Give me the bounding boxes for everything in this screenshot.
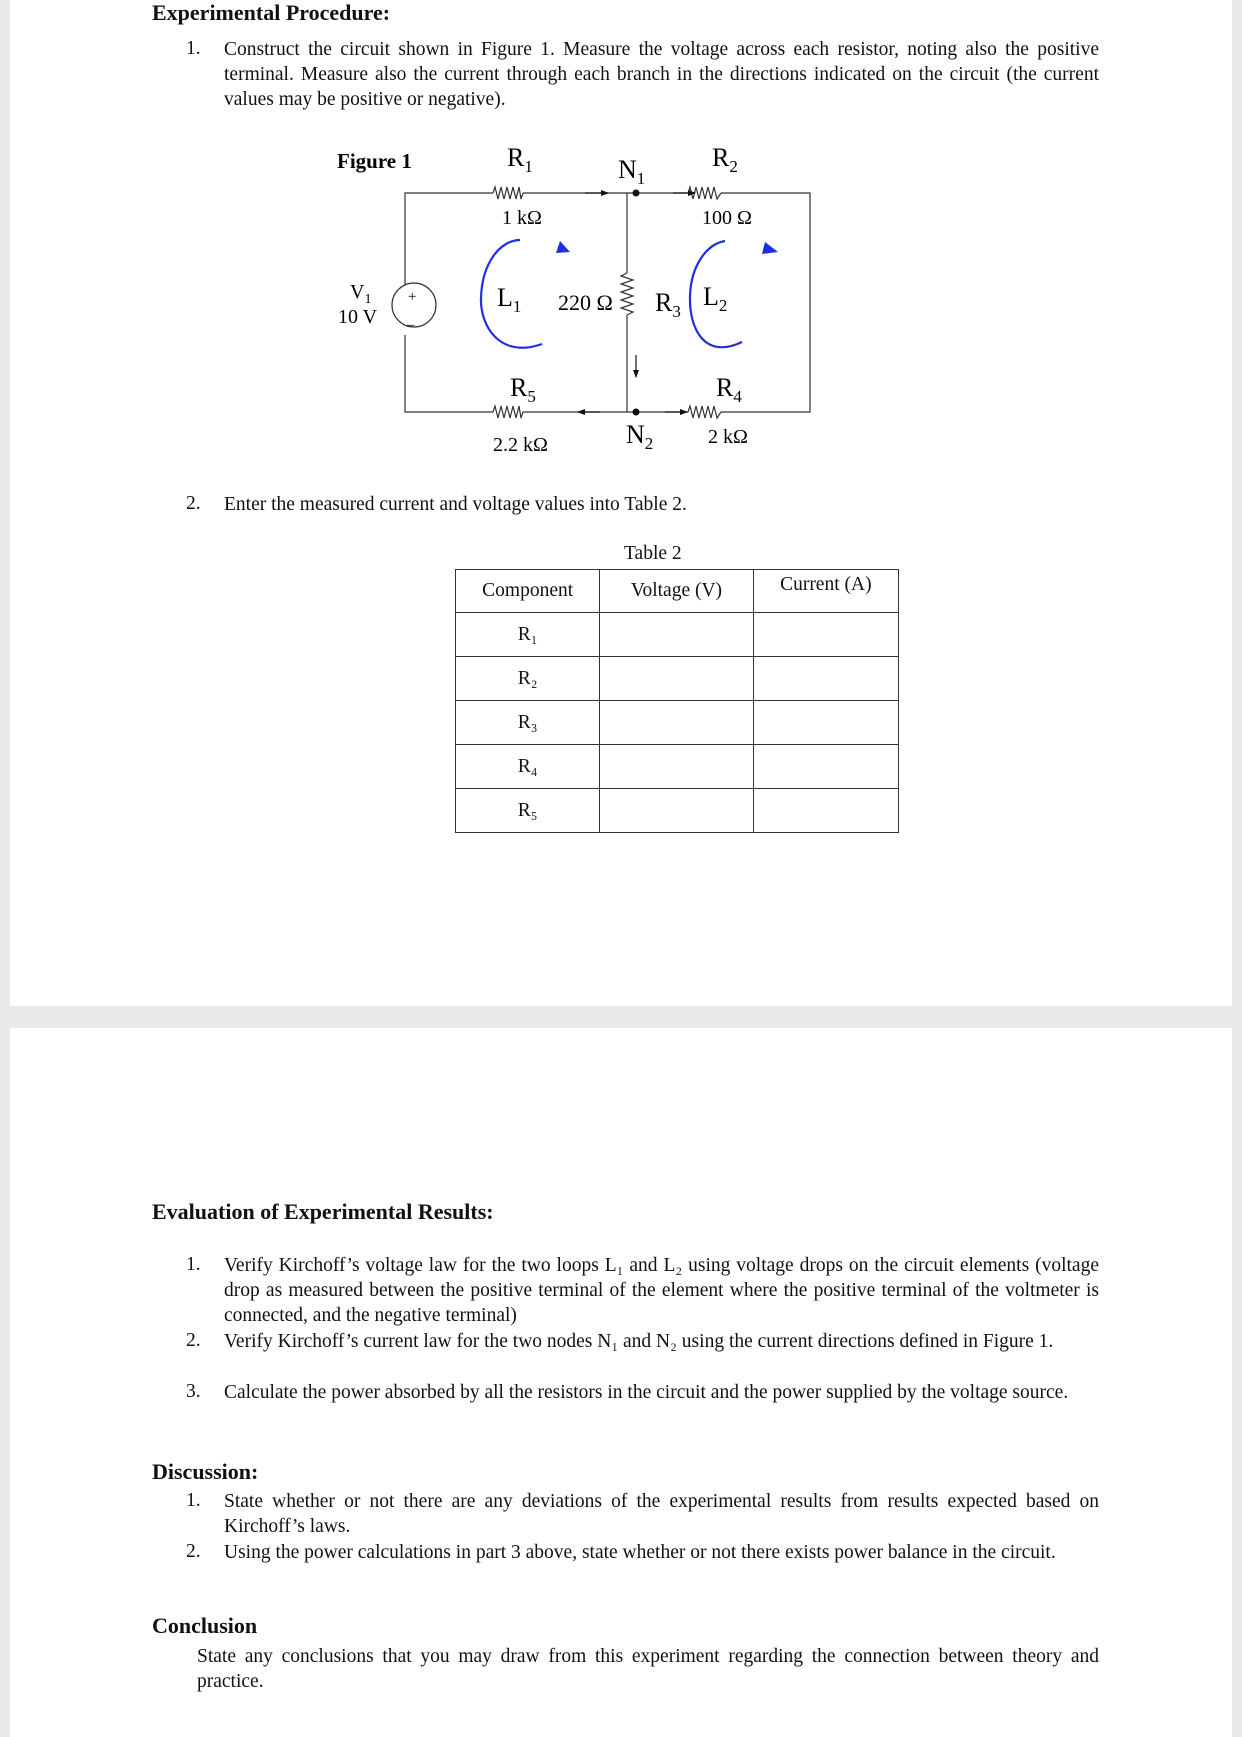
eval-3-number: 3. xyxy=(186,1381,201,1402)
eval-2-number: 2. xyxy=(186,1330,201,1351)
circuit-figure xyxy=(10,0,1232,460)
eval-3-text: Calculate the power absorbed by all the resistors in the circuit and the power supplied by the voltage source. xyxy=(224,1382,1069,1403)
voltage-cell xyxy=(600,613,753,657)
current-cell xyxy=(753,657,898,701)
r4-value: 2 kΩ xyxy=(708,426,748,448)
component-cell: R₃ xyxy=(456,701,600,745)
r5-value: 2.2 kΩ xyxy=(493,434,548,456)
source-value: 10 V xyxy=(338,306,378,328)
r1-label: $R_1$ xyxy=(507,143,533,176)
table-caption: Table 2 xyxy=(624,543,682,564)
source-name: $V_1$ xyxy=(350,281,372,307)
eval-1-number: 1. xyxy=(186,1254,201,1275)
source-plus-sign: + xyxy=(408,289,417,305)
disc-1-text: State whether or not there are any deviations of the experimental results from results expected based on Kirchoff’s laws. xyxy=(224,1491,1099,1537)
current-cell xyxy=(753,613,898,657)
page-2 xyxy=(10,1028,1232,1737)
voltage-cell xyxy=(600,701,753,745)
source-minus-sign: – xyxy=(407,317,415,333)
table-row xyxy=(456,745,899,789)
component-cell: R₄ xyxy=(456,745,600,789)
r4-resistor xyxy=(688,406,721,418)
eval-2-text: Verify Kirchoff’s current law for the two nodes N₁ and N₂ using the current directions defined in Figure 1. xyxy=(224,1331,1054,1352)
discussion-heading: Discussion: xyxy=(152,1459,259,1484)
n2-label: $N_2$ xyxy=(626,420,654,453)
page-1 xyxy=(10,0,1232,1006)
eval-1-text: Verify Kirchoff’s voltage law for the two loops L₁ and L₂ using voltage drops on the circuit elements (voltage drop as measured between the positive terminal of the element where the positive terminal of the voltmeter is connected, and the negative terminal) xyxy=(224,1255,1099,1326)
table-header-row xyxy=(456,570,899,613)
evaluation-heading: Evaluation of Experimental Results: xyxy=(152,1199,494,1224)
r1-resistor xyxy=(493,187,523,199)
measurements-table xyxy=(455,569,899,833)
step-2-text: Enter the measured current and voltage values into Table 2. xyxy=(224,494,687,515)
voltage-cell xyxy=(600,745,753,789)
r1-value: 1 kΩ xyxy=(502,207,542,229)
current-cell xyxy=(753,789,898,833)
loop-l2-arrowhead xyxy=(762,242,778,254)
step-1-text: Construct the circuit shown in Figure 1. Measure the voltage across each resistor, noting also the positive terminal. Measure also the current through each branch in the directions indicated on the circuit (the current values may be positive or negative). xyxy=(224,39,1099,110)
l2-label: $L_2$ xyxy=(703,282,728,315)
current-cell xyxy=(753,701,898,745)
r2-label: $R_2$ xyxy=(712,143,738,176)
r2-value: 100 Ω xyxy=(702,207,752,229)
l1-label: $L_1$ xyxy=(497,283,522,316)
current-cell xyxy=(753,745,898,789)
header-current: Current (A) xyxy=(753,570,898,613)
figure-caption: Figure 1 xyxy=(337,149,412,173)
loop-l1-arrowhead xyxy=(556,241,570,253)
disc-2-text: Using the power calculations in part 3 above, state whether or not there exists power balance in the circuit. xyxy=(224,1542,1056,1563)
r3-resistor xyxy=(621,273,633,315)
header-component: Component xyxy=(456,570,600,613)
table-row xyxy=(456,789,899,833)
voltage-cell xyxy=(600,789,753,833)
node-n1-dot xyxy=(633,190,640,197)
voltage-cell xyxy=(600,657,753,701)
component-cell: R₁ xyxy=(456,613,600,657)
disc-2-number: 2. xyxy=(186,1541,201,1562)
component-cell: R₂ xyxy=(456,657,600,701)
r5-resistor xyxy=(493,406,523,418)
step-1-number: 1. xyxy=(186,38,201,59)
disc-1-number: 1. xyxy=(186,1490,201,1511)
conclusion-heading: Conclusion xyxy=(152,1613,258,1638)
procedure-heading: Experimental Procedure: xyxy=(152,0,391,25)
table-row xyxy=(456,701,899,745)
r4-label: $R_4$ xyxy=(716,373,742,406)
r3-value: 220 Ω xyxy=(558,290,613,315)
conclusion-text: State any conclusions that you may draw from this experiment regarding the connection between theory and practice. xyxy=(197,1646,1099,1692)
table-row xyxy=(456,657,899,701)
table-row xyxy=(456,613,899,657)
component-cell: R₅ xyxy=(456,789,600,833)
node-n2-dot xyxy=(633,409,640,416)
r5-label: $R_5$ xyxy=(510,373,536,406)
n1-label: $N_1$ xyxy=(618,155,646,188)
r3-label: $R_3$ xyxy=(655,288,681,321)
step-2-number: 2. xyxy=(186,493,201,514)
header-voltage: Voltage (V) xyxy=(600,570,753,613)
